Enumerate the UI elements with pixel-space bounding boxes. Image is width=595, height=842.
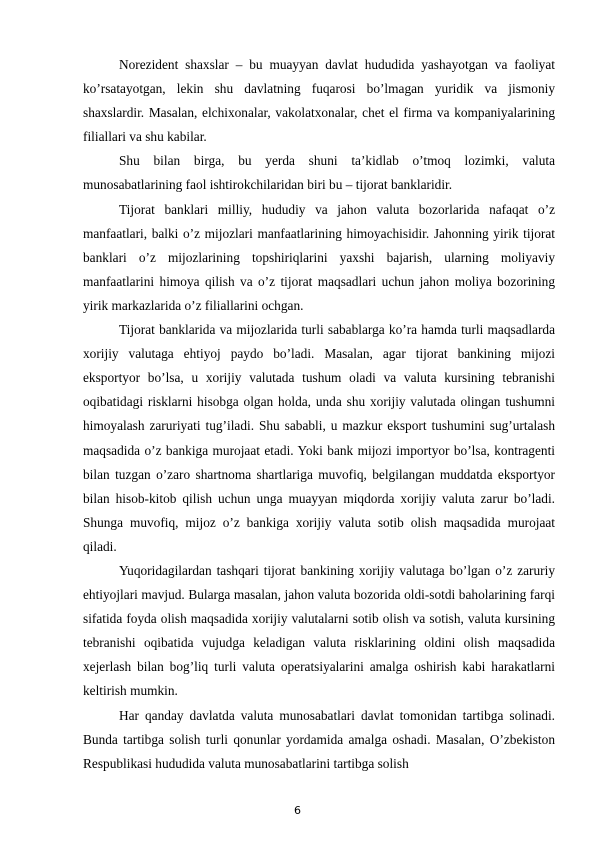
paragraph-currency-needs: Tijorat banklarida va mijozlarida turli sabablarga ko’ra hamda turli maqsadlarda xorijiy valutaga ehtiyoj paydo bo’ladi. Masalan, agar tijorat bankining mijozi eksportyor bo’lsa, u xorijiy valutada tushum oladi va valuta kursining tebranishi oqibatidagi risklarni hisobga olgan holda, unda shu xorijiy valutada olingan tushumni himoyalash zaruriyati tug’iladi. Shu sababli, u mazkur eksport tushumini sug’urtalash maqsadida o’z bankiga murojaat etadi. Yoki bank mijozi importyor bo’lsa, kontragenti bilan tuzgan o’zaro shartnoma shartlariga muvofiq, belgilangan muddatda eksportyor bilan hisob-kitob qilish uchun unga muayyan miqdorda xorijiy valuta zarur bo’ladi. Shunga muvofiq, mijoz o’z bankiga xorijiy valuta sotib olish maqsadida murojaat qiladi.: [83, 322, 555, 554]
paragraph-commercial-banks-intro: Shu bilan birga, bu yerda shuni ta’kidlab o’tmoq lozimki, valuta munosabatlarining faol ishtirokchilaridan biri bu – tijorat banklaridir.: [83, 153, 555, 193]
paragraph-state-regulation: Har qanday davlatda valuta munosabatlari davlat tomonidan tartibga solinadi. Bunda tartibga solish turli qonunlar yordamida amalga oshadi. Masalan, O’zbekiston Respublikasi hududida valuta munosabatlarini tartibga solish: [83, 707, 555, 771]
paragraph-nonresidents: Norezident shaxslar – bu muayyan davlat hududida yashayotgan va faoliyat ko’rsatayotgan, lekin shu davlatning fuqarosi bo’lmagan yuridik va jismoniy shaxslardir. Masalan, elchixonalar, vakolatxonalar, chet el firma va kompaniyalarining filiallari va shu kabilar.: [83, 57, 555, 145]
page-number: 6: [294, 804, 301, 817]
body-text: [83, 53, 555, 776]
paragraph-commercial-banks-role: Tijorat banklari milliy, hududiy va jahon valuta bozorlarida nafaqat o’z manfaatlari, balki o’z mijozlari manfaatlarining himoyachisidir. Jahonning yirik tijorat banklari o’z mijozlarining topshiriqlarini yaxshi bajarish, ularning moliyaviy manfaatlarini himoya qilish va o’z tijorat maqsadlari uchun jahon moliya bozorining yirik markazlarida o’z filiallarini ochgan.: [83, 201, 555, 313]
paragraph-bank-own-needs: Yuqoridagilardan tashqari tijorat bankining xorijiy valutaga bo’lgan o’z zaruriy ehtiyojlari mavjud. Bularga masalan, jahon valuta bozorida oldi-sotdi baholarining farqi sifatida foyda olish maqsadida xorijiy valutalarni sotib olish va sotish, valuta kursining tebranishi oqibatida vujudga keladigan valuta risklarining oldini olish maqsadida xejerlash bilan bog’liq turli valuta operatsiyalarini amalga oshirish kabi harakatlarni keltirish mumkin.: [83, 562, 555, 699]
